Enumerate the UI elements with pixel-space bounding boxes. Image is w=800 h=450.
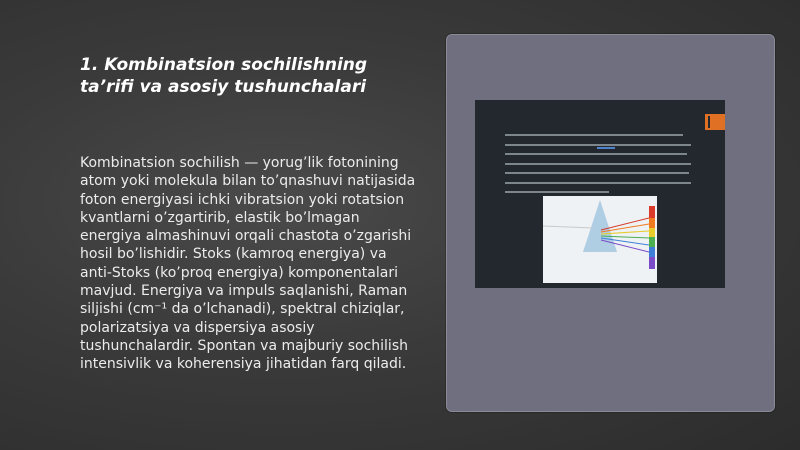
prism-dispersion-image [543,196,657,283]
embedded-text-line [505,144,691,146]
embedded-text-line [505,182,691,184]
embedded-text-line [505,153,687,155]
slide-title: 1. Kombinatsion sochilishning ta’rifi va asosiy tushunchalari [80,55,368,97]
embedded-text-line [505,134,683,136]
embedded-text-line [505,163,691,165]
prism-illustration [543,196,657,283]
embedded-text-line [505,172,689,174]
embedded-text-block [505,134,685,201]
accent-marker [705,114,725,130]
slide-body-text: Kombinatsion sochilish — yorug’lik fotonining atom yoki molekula bilan to’qnashuvi natijasida foton energiyasi ichki vibratsion yoki rotatsion kvantlarni o’zgartirib, elastik bo’lmagan energiya almashinuvi orqali chastota o’zgarishi hosil bo’lishidir. Stoks (kamroq energiya) va anti-Stoks (ko’proq energiya) komponentalari mavjud. Energiya va impuls saqlanishi, Raman siljishi (cm⁻¹ da o’lchanadi), spektral chiziqlar, polarizatsiya va dispersiya asosiy tushunchalardir. Spontan va majburiy sochilish intensivlik va koherensiya jihatidan farq qiladi. [80,155,416,373]
embedded-text-line [505,191,609,193]
